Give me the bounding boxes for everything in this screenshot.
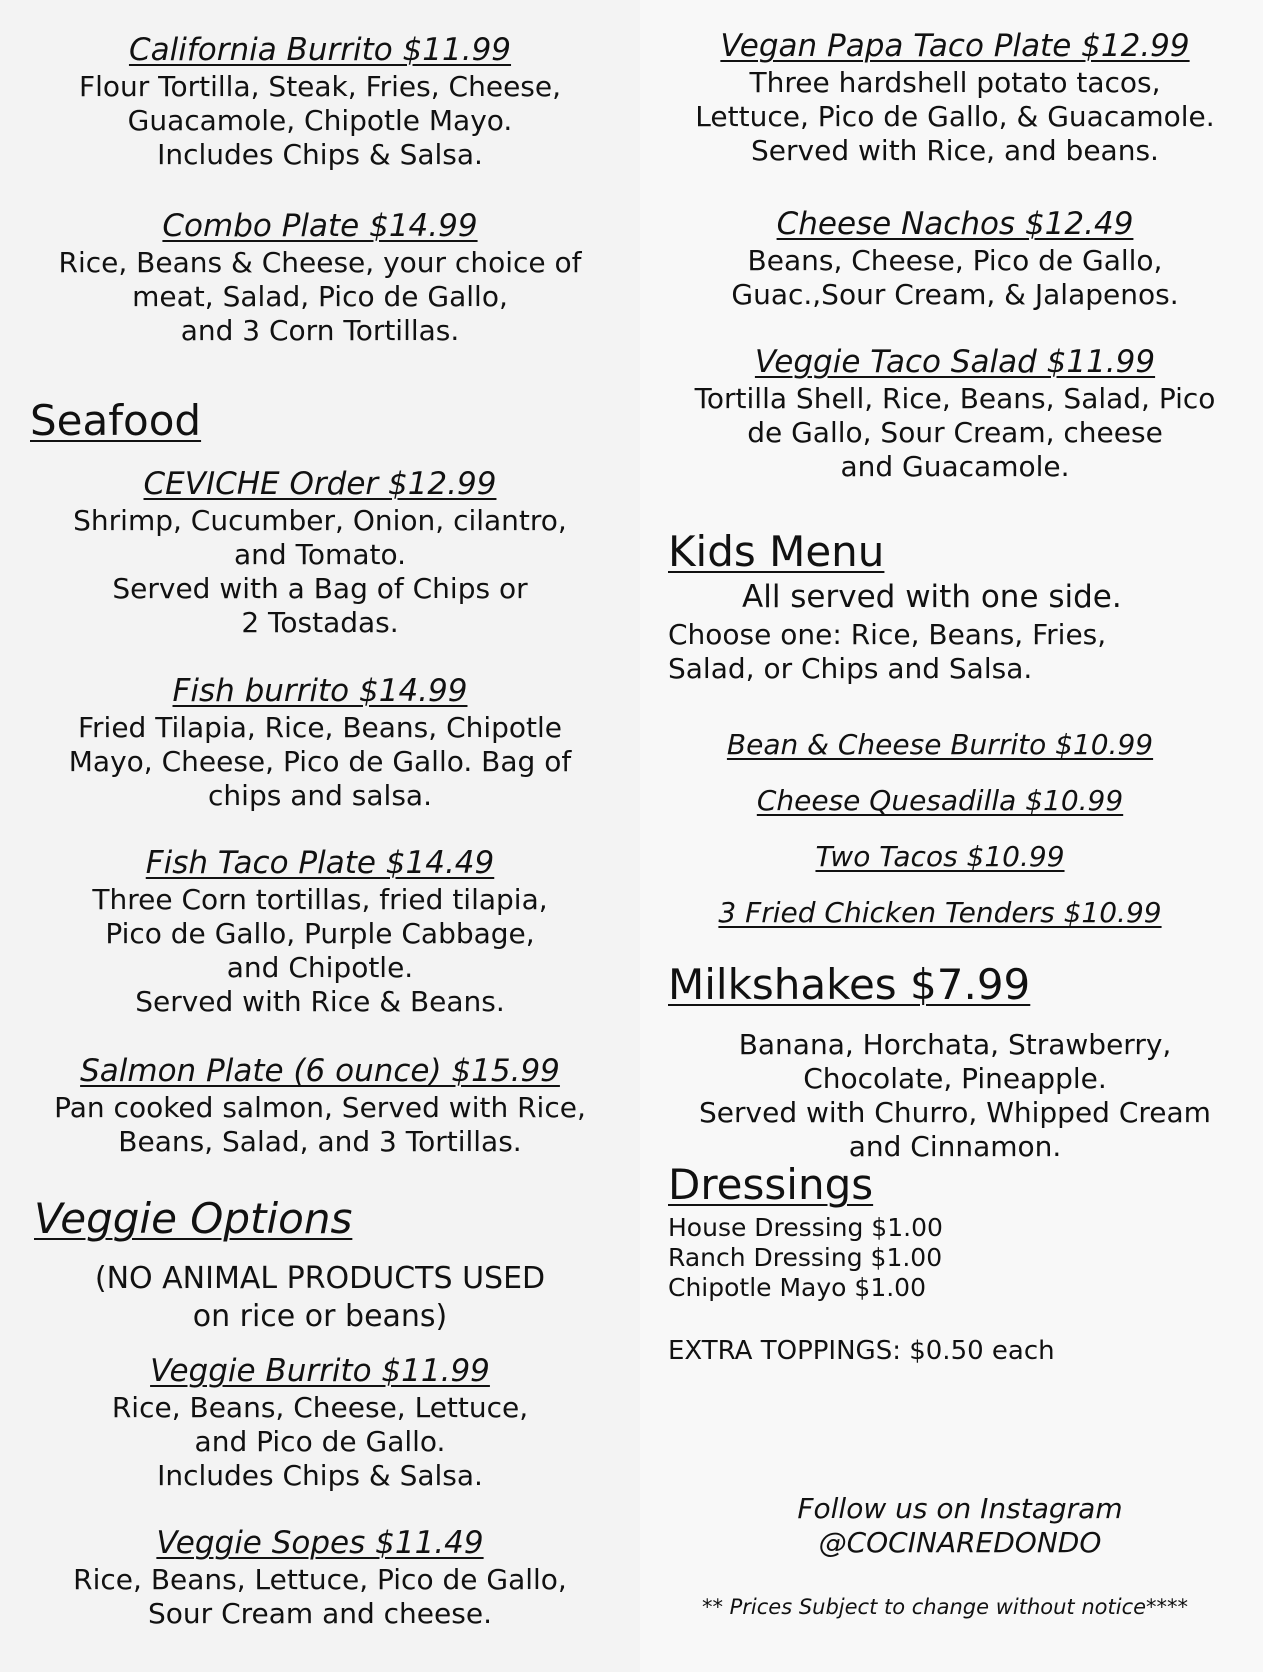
item-title: Veggie Taco Salad $11.99 (754, 344, 1156, 380)
item-title: Veggie Sopes $11.49 (156, 1525, 484, 1561)
item-title: California Burrito $11.99 (128, 32, 512, 68)
item-description: Beans, Cheese, Pico de Gallo, Guac.,Sour Cream, & Jalapenos. (731, 244, 1179, 311)
section-heading-dressings: Dressings (668, 1160, 874, 1209)
extra-toppings: EXTRA TOPPINGS: $0.50 each (668, 1336, 1055, 1366)
kids-side-note: All served with one side. (742, 579, 1122, 615)
item-description: Shrimp, Cucumber, Onion, cilantro, and Tomato. Served with a Bag of Chips or 2 Tostadas. (73, 504, 567, 639)
item-description: Three hardshell potato tacos, Lettuce, Pico de Gallo, & Guacamole. Served with Rice, and beans. (695, 66, 1215, 167)
item-title: Fish Taco Plate $14.49 (145, 845, 495, 881)
item-description: Rice, Beans & Cheese, your choice of meat, Salad, Pico de Gallo, and 3 Corn Tortillas. (58, 246, 582, 347)
section-heading-milkshakes: Milkshakes $7.99 (668, 960, 1031, 1009)
menu-item-fish-taco-plate (20, 845, 620, 1019)
price-disclaimer: ** Prices Subject to change without notice**** (701, 1595, 1189, 1619)
item-title: Cheese Nachos $12.49 (776, 206, 1134, 242)
item-description: Flour Tortilla, Steak, Fries, Cheese, Guacamole, Chipotle Mayo. Includes Chips & Salsa. (78, 70, 562, 171)
item-description: Three Corn tortillas, fried tilapia, Pico de Gallo, Purple Cabbage, and Chipotle. Served with Rice & Beans. (92, 883, 548, 1018)
kids-item: Cheese Quesadilla $10.99 (756, 784, 1124, 817)
kids-item: Two Tacos $10.99 (815, 840, 1065, 873)
item-title: CEVICHE Order $12.99 (143, 466, 497, 502)
menu-item-veggie-taco-salad (660, 344, 1250, 484)
menu-item-veggie-sopes (20, 1525, 620, 1631)
item-title: Vegan Papa Taco Plate $12.99 (720, 28, 1190, 64)
dressing-item: Chipotle Mayo $1.00 (668, 1273, 926, 1302)
menu-item-ceviche (20, 466, 620, 640)
item-description: Rice, Beans, Lettuce, Pico de Gallo, Sour Cream and cheese. (73, 1563, 567, 1630)
section-heading-veggie-options: Veggie Options (34, 1194, 353, 1243)
dressing-item: House Dressing $1.00 (668, 1213, 943, 1242)
section-heading-kids-menu: Kids Menu (668, 527, 885, 576)
milkshakes-description: Banana, Horchata, Strawberry, Chocolate, Pineapple. Served with Churro, Whipped Cream and Cinnamon. (699, 1028, 1211, 1163)
item-title: Combo Plate $14.99 (162, 208, 478, 244)
menu-item-salmon-plate (20, 1053, 620, 1159)
item-title: Fish burrito $14.99 (172, 673, 468, 709)
menu-item-vegan-papa-taco-plate (660, 28, 1250, 168)
kids-item: Bean & Cheese Burrito $10.99 (726, 728, 1154, 761)
item-title: Veggie Burrito $11.99 (150, 1353, 490, 1389)
menu-item-cheese-nachos (660, 206, 1250, 312)
menu-item-veggie-burrito (20, 1353, 620, 1493)
dressing-item: Ranch Dressing $1.00 (668, 1243, 943, 1272)
item-description: Pan cooked salmon, Served with Rice, Beans, Salad, and 3 Tortillas. (54, 1091, 586, 1158)
veggie-note: (NO ANIMAL PRODUCTS USED on rice or beans) (94, 1261, 546, 1334)
kids-choose-note: Choose one: Rice, Beans, Fries, Salad, or Chips and Salsa. (668, 618, 1107, 685)
menu-item-california-burrito (20, 32, 620, 172)
section-heading-seafood: Seafood (30, 396, 202, 445)
item-description: Rice, Beans, Cheese, Lettuce, and Pico de Gallo. Includes Chips & Salsa. (111, 1391, 529, 1492)
menu-item-combo-plate (20, 208, 620, 348)
kids-item: 3 Fried Chicken Tenders $10.99 (718, 896, 1162, 929)
item-description: Tortilla Shell, Rice, Beans, Salad, Pico de Gallo, Sour Cream, cheese and Guacamole. (694, 382, 1216, 483)
menu-item-fish-burrito (20, 673, 620, 813)
instagram-follow-text: Follow us on Instagram (797, 1492, 1123, 1525)
item-description: Fried Tilapia, Rice, Beans, Chipotle Mayo, Cheese, Pico de Gallo. Bag of chips and salsa. (68, 711, 572, 812)
instagram-handle: @COCINAREDONDO (818, 1526, 1102, 1559)
item-title: Salmon Plate (6 ounce) $15.99 (80, 1053, 560, 1089)
